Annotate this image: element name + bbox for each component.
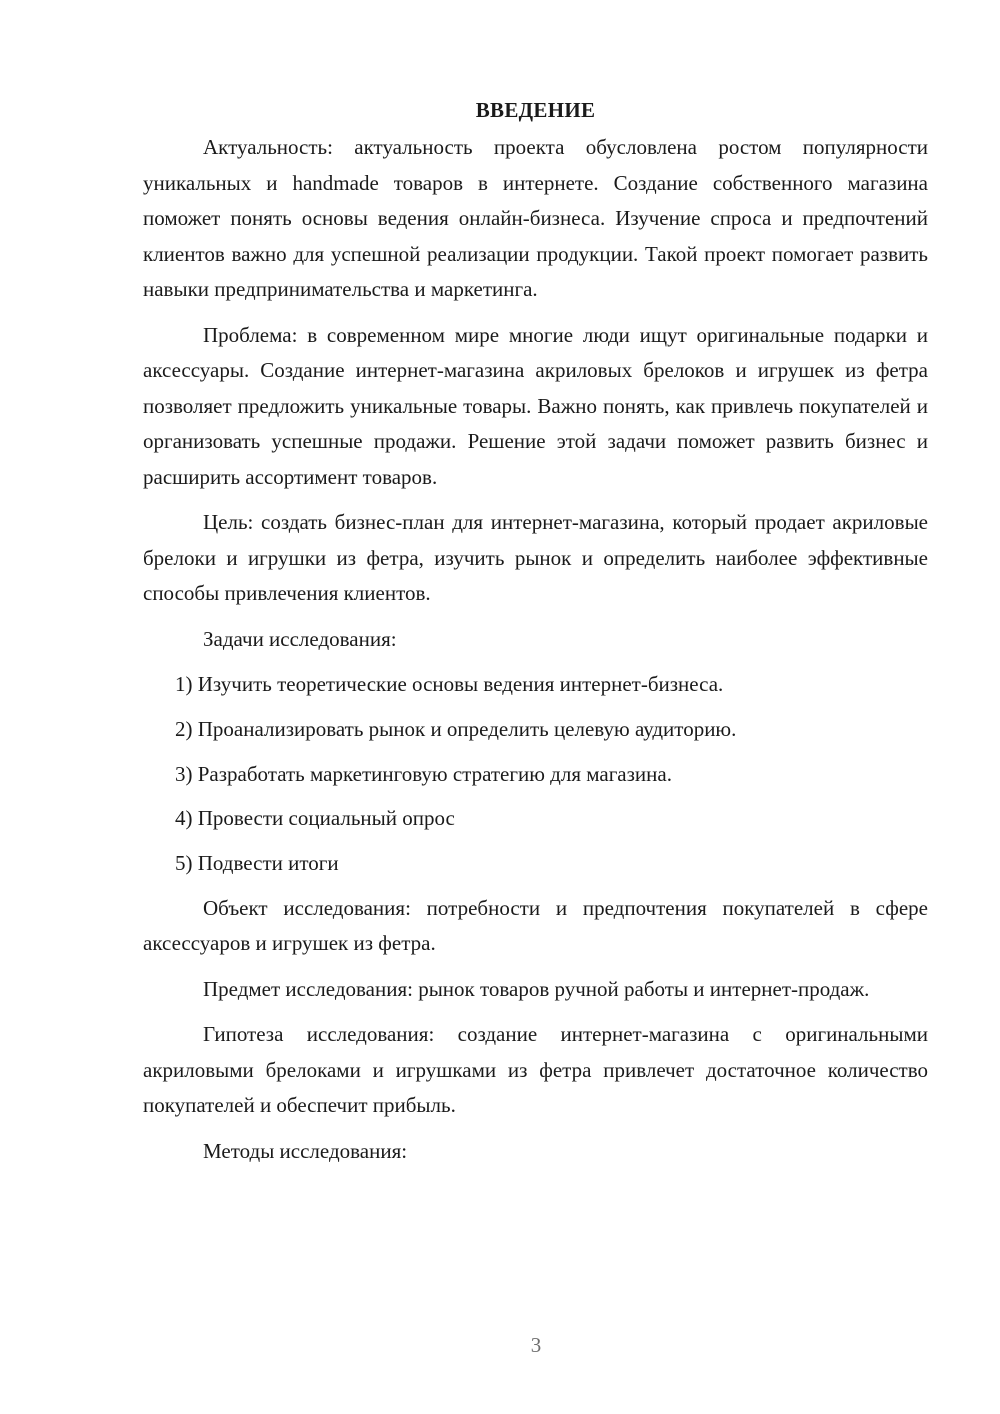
list-item: 1) Изучить теоретические основы ведения интернет-бизнеса. (175, 672, 724, 696)
relevance-paragraph: Актуальность: актуальность проекта обусловлена ростом популярности уникальных и handmade товаров в интернете. Создание собственного магазина поможет понять основы ведения онлайн-бизнеса. Изучение спроса и предпочтений клиентов важно для успешной реализации продукции. Такой проект помогает развить навыки предпринимательства и маркетинга. (143, 135, 928, 301)
tasks-heading: Задачи исследования: (203, 626, 397, 651)
tasks-list (143, 667, 928, 882)
list-item: 3) Разработать маркетинговую стратегию для магазина. (175, 761, 672, 786)
document-page (143, 95, 928, 1179)
subject-paragraph: Предмет исследования: рынок товаров ручной работы и интернет-продаж. (203, 976, 870, 1001)
section-title: ВВЕДЕНИЕ (475, 98, 596, 122)
hypothesis-paragraph: Гипотеза исследования: создание интернет-магазина с оригинальными акриловыми брелоками и игрушками из фетра привлечет достаточное количество покупателей и обеспечит прибыль. (143, 1022, 928, 1118)
object-paragraph: Объект исследования: потребности и предпочтения покупателей в сфере аксессуаров и игрушек из фетра. (143, 895, 928, 956)
goal-paragraph: Цель: создать бизнес-план для интернет-магазина, который продает акриловые брелоки и игрушки из фетра, изучить рынок и определить наиболее эффективные способы привлечения клиентов. (143, 510, 928, 605)
page-number: 3 (530, 1333, 542, 1357)
list-item: 4) Провести социальный опрос (175, 806, 455, 831)
methods-heading: Методы исследования: (203, 1138, 408, 1163)
problem-paragraph: Проблема: в современном мире многие люди ищут оригинальные подарки и аксессуары. Создание интернет-магазина акриловых брелоков и игрушек из фетра позволяет предложить уникальные товары. Важно понять, как привлечь покупателей и организовать успешные продажи. Решение этой задачи поможет развить бизнес и расширить ассортимент товаров. (143, 322, 928, 489)
list-item: 2) Проанализировать рынок и определить целевую аудиторию. (175, 716, 737, 741)
list-item: 5) Подвести итоги (175, 851, 339, 876)
